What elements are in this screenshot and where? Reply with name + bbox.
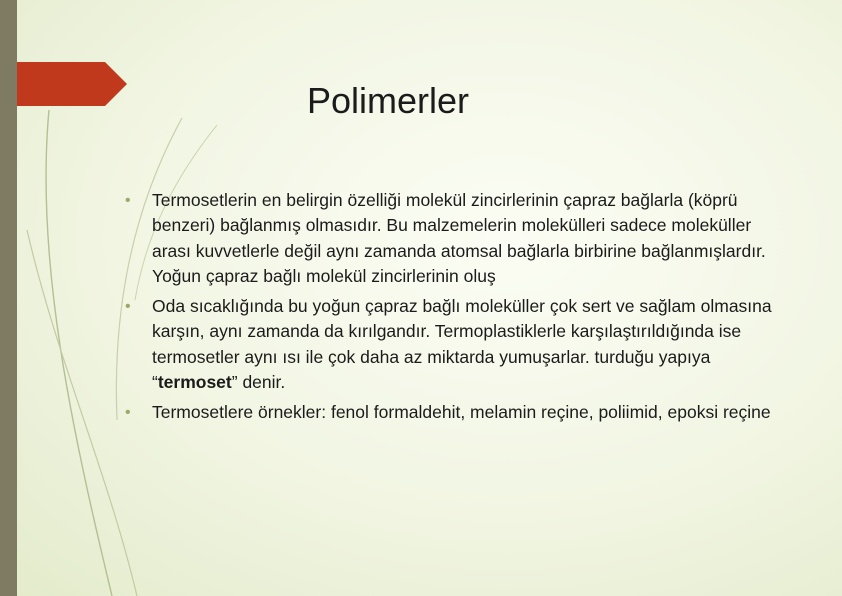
bullet-text: Termosetlerin en belirgin özelliği molekül zincirlerinin çapraz bağlarla (köprü benzeri) bağlanmış olmasıdır. Bu malzemelerin molekülleri sadece moleküller arası kuvvetlerle değil aynı zamanda atomsal bağlarla birbirine bağlanmışlardır. Yoğun çapraz bağlı molekül zincirlerinin oluş [152,190,766,286]
slide-title: Polimerler [306,80,470,121]
list-item [122,294,782,395]
bullet-glyph: • [125,404,131,422]
bullet-text: Termosetlere örnekler: fenol formaldehit, melamin reçine, poliimid, epoksi reçine [152,402,771,423]
list-item [122,188,782,289]
bullet-text-after: ” denir. [231,372,286,393]
bullet-list [122,188,782,431]
bullet-glyph: • [125,298,131,316]
bullet-glyph: • [125,192,131,209]
bullet-text: Oda sıcaklığında bu yoğun çapraz bağlı moleküller çok sert ve sağlam olmasına karşın, aynı zamanda da kırılgandır. Termoplastiklerle karşılaştırıldığında ise termosetler aynı ısı ile çok daha az miktarda yumuşarlar. turduğu yapıya “ [152,296,772,393]
bold-term: termoset [157,372,232,393]
list-item [122,400,782,425]
